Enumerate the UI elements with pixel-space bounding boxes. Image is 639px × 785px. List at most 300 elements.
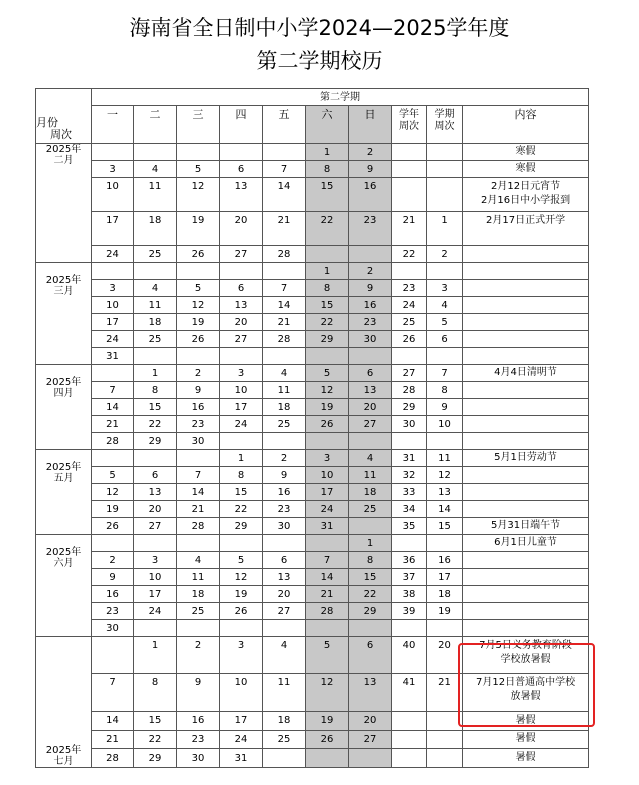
term-week-cell: 10 (427, 416, 463, 433)
school-year-week-cell (392, 711, 427, 730)
day-cell: 19 (306, 399, 349, 416)
term-header-row (36, 89, 589, 106)
day-cell: 3 (220, 365, 263, 382)
day-cell: 14 (263, 178, 306, 212)
content-cell: 暑假 (463, 711, 589, 730)
month-year-label: 2025年 (45, 745, 82, 756)
content-cell: 4月4日清明节 (463, 365, 589, 382)
day-cell: 26 (220, 603, 263, 620)
term-week-cell (427, 263, 463, 280)
content-cell: 6月1日儿童节 (463, 535, 589, 552)
day-cell: 28 (306, 603, 349, 620)
day-cell (92, 263, 134, 280)
term-week-cell: 8 (427, 382, 463, 399)
calendar-week-row (36, 501, 589, 518)
day-cell: 12 (177, 297, 220, 314)
school-year-week-cell: 39 (392, 603, 427, 620)
school-year-week-cell (392, 620, 427, 637)
day-cell: 6 (134, 467, 177, 484)
day-cell: 27 (349, 416, 392, 433)
school-year-week-cell (392, 144, 427, 161)
calendar-week-row (36, 382, 589, 399)
content-cell (463, 603, 589, 620)
day-cell: 23 (177, 730, 220, 749)
term-week-cell: 20 (427, 637, 463, 674)
day-cell: 14 (177, 484, 220, 501)
month-label-cell (36, 365, 92, 450)
weekday-header-7: 日 (349, 106, 392, 144)
calendar-week-row (36, 620, 589, 637)
day-cell: 28 (92, 433, 134, 450)
day-cell: 7 (263, 161, 306, 178)
day-cell: 2 (177, 637, 220, 674)
day-cell: 3 (92, 161, 134, 178)
day-cell: 3 (92, 280, 134, 297)
day-cell: 7 (306, 552, 349, 569)
term-week-cell (427, 348, 463, 365)
day-cell: 25 (263, 416, 306, 433)
weekday-header-6: 六 (306, 106, 349, 144)
content-cell (463, 263, 589, 280)
term-week-cell (427, 730, 463, 749)
day-cell: 15 (306, 178, 349, 212)
term-week-cell (427, 749, 463, 768)
day-cell: 9 (349, 280, 392, 297)
term-week-cell: 18 (427, 586, 463, 603)
school-year-week-cell: 26 (392, 331, 427, 348)
day-cell: 1 (349, 535, 392, 552)
day-cell: 9 (177, 674, 220, 711)
term-week-cell: 15 (427, 518, 463, 535)
day-cell (134, 535, 177, 552)
term-week-cell: 12 (427, 467, 463, 484)
term-week-cell (427, 620, 463, 637)
day-cell: 21 (92, 416, 134, 433)
day-cell: 16 (177, 399, 220, 416)
term-week-cell: 13 (427, 484, 463, 501)
term-week-cell: 16 (427, 552, 463, 569)
day-cell: 21 (306, 586, 349, 603)
day-cell: 5 (177, 280, 220, 297)
day-cell: 20 (263, 586, 306, 603)
calendar-week-row (36, 212, 589, 246)
day-cell (349, 749, 392, 768)
corner-month-label: 月份 (36, 116, 58, 129)
day-cell: 6 (220, 280, 263, 297)
day-cell: 2 (349, 144, 392, 161)
day-cell (263, 348, 306, 365)
day-cell: 24 (220, 416, 263, 433)
day-cell (220, 620, 263, 637)
day-cell: 7 (177, 467, 220, 484)
day-cell: 4 (349, 450, 392, 467)
day-cell (134, 620, 177, 637)
term-week-cell (427, 178, 463, 212)
content-cell (463, 569, 589, 586)
term-week-header: 学期周次 (427, 106, 463, 144)
day-cell (263, 620, 306, 637)
calendar-week-row (36, 467, 589, 484)
calendar-week-row (36, 416, 589, 433)
day-cell: 29 (306, 331, 349, 348)
day-cell: 13 (220, 297, 263, 314)
day-cell: 17 (220, 711, 263, 730)
day-cell: 14 (92, 399, 134, 416)
day-cell: 13 (349, 382, 392, 399)
day-cell: 30 (349, 331, 392, 348)
day-cell (349, 348, 392, 365)
school-year-week-cell: 40 (392, 637, 427, 674)
day-cell: 28 (263, 331, 306, 348)
month-name-label: 三月 (53, 286, 74, 297)
content-cell: 7月5日义务教育阶段 学校放暑假 (463, 637, 589, 674)
day-cell (220, 263, 263, 280)
day-cell: 22 (134, 416, 177, 433)
calendar-title-line1: 海南省全日制中小学2024—2025学年度 (129, 16, 510, 40)
day-cell: 29 (349, 603, 392, 620)
content-cell (463, 314, 589, 331)
content-cell (463, 331, 589, 348)
day-cell (263, 144, 306, 161)
day-cell: 28 (92, 749, 134, 768)
day-cell: 1 (134, 365, 177, 382)
school-year-week-cell: 25 (392, 314, 427, 331)
day-cell: 4 (263, 637, 306, 674)
day-cell: 9 (177, 382, 220, 399)
day-cell (92, 450, 134, 467)
school-year-week-cell (392, 348, 427, 365)
day-cell: 6 (349, 365, 392, 382)
day-cell (349, 620, 392, 637)
day-cell: 8 (306, 280, 349, 297)
content-cell (463, 297, 589, 314)
day-cell: 25 (134, 246, 177, 263)
month-label-cell (36, 535, 92, 637)
month-label-cell (36, 450, 92, 535)
content-cell (463, 348, 589, 365)
day-cell: 28 (263, 246, 306, 263)
month-label-cell (36, 637, 92, 768)
day-cell (134, 144, 177, 161)
school-year-week-cell: 41 (392, 674, 427, 711)
day-cell: 23 (349, 314, 392, 331)
day-cell (220, 348, 263, 365)
content-cell (463, 586, 589, 603)
day-cell: 10 (92, 297, 134, 314)
month-year-label: 2025年 (45, 462, 82, 473)
day-cell: 10 (134, 569, 177, 586)
day-cell: 10 (92, 178, 134, 212)
day-cell: 4 (134, 161, 177, 178)
content-header: 内容 (463, 106, 589, 144)
day-cell: 31 (220, 749, 263, 768)
day-cell: 8 (134, 674, 177, 711)
day-cell: 17 (92, 314, 134, 331)
weekday-header-3: 三 (177, 106, 220, 144)
day-cell (92, 365, 134, 382)
school-year-week-cell: 34 (392, 501, 427, 518)
day-cell: 26 (306, 416, 349, 433)
day-cell: 18 (349, 484, 392, 501)
content-cell (463, 620, 589, 637)
term-week-cell: 5 (427, 314, 463, 331)
day-cell (263, 263, 306, 280)
day-cell: 9 (349, 161, 392, 178)
content-cell (463, 552, 589, 569)
calendar-week-row (36, 484, 589, 501)
content-cell: 7月12日普通高中学校 放暑假 (463, 674, 589, 711)
day-cell: 14 (92, 711, 134, 730)
day-cell: 21 (177, 501, 220, 518)
calendar-title-line2: 第二学期校历 (256, 49, 383, 73)
content-cell (463, 467, 589, 484)
calendar-week-row (36, 749, 589, 768)
weekday-header-1: 一 (92, 106, 134, 144)
day-cell: 15 (306, 297, 349, 314)
day-cell: 5 (306, 637, 349, 674)
day-cell: 27 (220, 246, 263, 263)
school-year-week-cell: 33 (392, 484, 427, 501)
day-cell (134, 450, 177, 467)
day-cell: 12 (306, 674, 349, 711)
content-cell (463, 484, 589, 501)
day-cell: 6 (349, 637, 392, 674)
day-cell: 11 (134, 297, 177, 314)
calendar-week-row (36, 144, 589, 161)
day-cell: 13 (349, 674, 392, 711)
day-cell: 11 (263, 674, 306, 711)
day-cell: 8 (134, 382, 177, 399)
day-cell: 6 (263, 552, 306, 569)
day-cell: 1 (306, 263, 349, 280)
month-name-label: 七月 (53, 756, 74, 767)
day-cell: 26 (92, 518, 134, 535)
day-cell: 8 (349, 552, 392, 569)
term-week-cell (427, 535, 463, 552)
term-week-cell: 9 (427, 399, 463, 416)
day-cell: 22 (349, 586, 392, 603)
day-cell: 30 (92, 620, 134, 637)
day-cell: 23 (263, 501, 306, 518)
day-cell: 2 (349, 263, 392, 280)
school-year-week-cell: 21 (392, 212, 427, 246)
term-week-cell: 21 (427, 674, 463, 711)
day-cell: 5 (220, 552, 263, 569)
day-cell: 24 (92, 246, 134, 263)
day-cell (177, 348, 220, 365)
term-header: 第二学期 (92, 89, 589, 106)
day-cell: 1 (134, 637, 177, 674)
day-cell: 1 (220, 450, 263, 467)
day-cell: 24 (306, 501, 349, 518)
day-cell (306, 749, 349, 768)
content-cell: 5月1日劳动节 (463, 450, 589, 467)
school-year-week-cell: 35 (392, 518, 427, 535)
calendar-week-row (36, 348, 589, 365)
day-cell: 18 (134, 212, 177, 246)
content-cell (463, 280, 589, 297)
day-cell: 12 (92, 484, 134, 501)
day-cell: 24 (220, 730, 263, 749)
day-cell: 30 (177, 433, 220, 450)
day-cell: 18 (263, 711, 306, 730)
day-cell: 23 (177, 416, 220, 433)
calendar-week-row (36, 365, 589, 382)
school-year-week-cell: 22 (392, 246, 427, 263)
day-cell: 10 (220, 674, 263, 711)
day-cell: 16 (177, 711, 220, 730)
day-cell: 15 (134, 711, 177, 730)
calendar-week-row (36, 535, 589, 552)
day-cell: 20 (220, 314, 263, 331)
calendar-week-row (36, 552, 589, 569)
school-year-week-cell (392, 433, 427, 450)
content-cell: 寒假 (463, 161, 589, 178)
content-cell: 寒假 (463, 144, 589, 161)
day-cell: 24 (134, 603, 177, 620)
day-cell: 16 (263, 484, 306, 501)
content-cell (463, 382, 589, 399)
calendar-week-row (36, 730, 589, 749)
day-cell: 4 (134, 280, 177, 297)
term-week-cell: 17 (427, 569, 463, 586)
month-year-label: 2025年 (45, 377, 82, 388)
calendar-week-row (36, 314, 589, 331)
day-cell: 9 (263, 467, 306, 484)
calendar-week-row (36, 246, 589, 263)
term-week-cell (427, 144, 463, 161)
day-cell: 5 (306, 365, 349, 382)
calendar-week-row (36, 331, 589, 348)
school-year-week-cell: 23 (392, 280, 427, 297)
school-year-week-header: 学年周次 (392, 106, 427, 144)
weekday-header-2: 二 (134, 106, 177, 144)
day-cell: 3 (220, 637, 263, 674)
school-year-week-cell (392, 178, 427, 212)
weekday-header-row (36, 106, 589, 144)
content-cell: 5月31日端午节 (463, 518, 589, 535)
term-week-cell: 11 (427, 450, 463, 467)
day-cell: 1 (306, 144, 349, 161)
day-cell: 15 (349, 569, 392, 586)
weekday-header-4: 四 (220, 106, 263, 144)
day-cell: 19 (220, 586, 263, 603)
day-cell (177, 450, 220, 467)
school-year-week-cell: 27 (392, 365, 427, 382)
day-cell: 25 (134, 331, 177, 348)
school-year-week-cell: 36 (392, 552, 427, 569)
day-cell (177, 263, 220, 280)
day-cell: 6 (220, 161, 263, 178)
school-year-week-cell (392, 730, 427, 749)
day-cell: 14 (263, 297, 306, 314)
content-cell: 2月12日元宵节 2月16日中小学报到 (463, 178, 589, 212)
day-cell: 19 (92, 501, 134, 518)
school-year-week-cell: 31 (392, 450, 427, 467)
day-cell (220, 433, 263, 450)
month-name-label: 二月 (53, 155, 74, 166)
calendar-week-row (36, 518, 589, 535)
term-week-cell: 19 (427, 603, 463, 620)
school-year-week-cell: 24 (392, 297, 427, 314)
day-cell: 3 (306, 450, 349, 467)
day-cell: 23 (349, 212, 392, 246)
day-cell (220, 535, 263, 552)
day-cell: 27 (349, 730, 392, 749)
content-cell (463, 246, 589, 263)
calendar-week-row (36, 280, 589, 297)
day-cell: 20 (349, 711, 392, 730)
day-cell: 31 (92, 348, 134, 365)
day-cell: 17 (134, 586, 177, 603)
term-week-cell: 7 (427, 365, 463, 382)
day-cell: 16 (349, 297, 392, 314)
day-cell: 26 (306, 730, 349, 749)
content-cell: 暑假 (463, 749, 589, 768)
day-cell (263, 535, 306, 552)
calendar-week-row (36, 450, 589, 467)
content-cell (463, 433, 589, 450)
day-cell: 19 (177, 314, 220, 331)
day-cell: 21 (92, 730, 134, 749)
school-year-week-cell: 38 (392, 586, 427, 603)
term-week-cell (427, 161, 463, 178)
day-cell: 20 (349, 399, 392, 416)
weekday-header-5: 五 (263, 106, 306, 144)
day-cell: 13 (134, 484, 177, 501)
day-cell: 22 (220, 501, 263, 518)
day-cell (220, 144, 263, 161)
day-cell: 18 (177, 586, 220, 603)
calendar-week-row (36, 586, 589, 603)
day-cell: 4 (177, 552, 220, 569)
day-cell: 19 (306, 711, 349, 730)
day-cell (177, 535, 220, 552)
month-year-label: 2025年 (45, 547, 82, 558)
day-cell: 13 (220, 178, 263, 212)
day-cell: 15 (220, 484, 263, 501)
month-name-label: 六月 (53, 558, 74, 569)
day-cell: 25 (349, 501, 392, 518)
day-cell: 16 (92, 586, 134, 603)
day-cell: 27 (134, 518, 177, 535)
day-cell: 11 (177, 569, 220, 586)
day-cell: 2 (263, 450, 306, 467)
day-cell: 20 (134, 501, 177, 518)
day-cell: 8 (220, 467, 263, 484)
day-cell: 25 (177, 603, 220, 620)
calendar-week-row (36, 433, 589, 450)
day-cell: 14 (306, 569, 349, 586)
calendar-week-row (36, 297, 589, 314)
day-cell: 7 (263, 280, 306, 297)
day-cell: 7 (92, 382, 134, 399)
school-year-week-cell: 32 (392, 467, 427, 484)
day-cell: 10 (220, 382, 263, 399)
day-cell: 3 (134, 552, 177, 569)
day-cell: 22 (134, 730, 177, 749)
school-year-week-cell (392, 161, 427, 178)
term-week-cell: 6 (427, 331, 463, 348)
content-cell: 2月17日正式开学 (463, 212, 589, 246)
day-cell: 28 (177, 518, 220, 535)
month-label-cell (36, 263, 92, 365)
day-cell: 30 (263, 518, 306, 535)
day-cell (306, 620, 349, 637)
day-cell: 29 (134, 749, 177, 768)
day-cell: 12 (306, 382, 349, 399)
day-cell: 31 (306, 518, 349, 535)
